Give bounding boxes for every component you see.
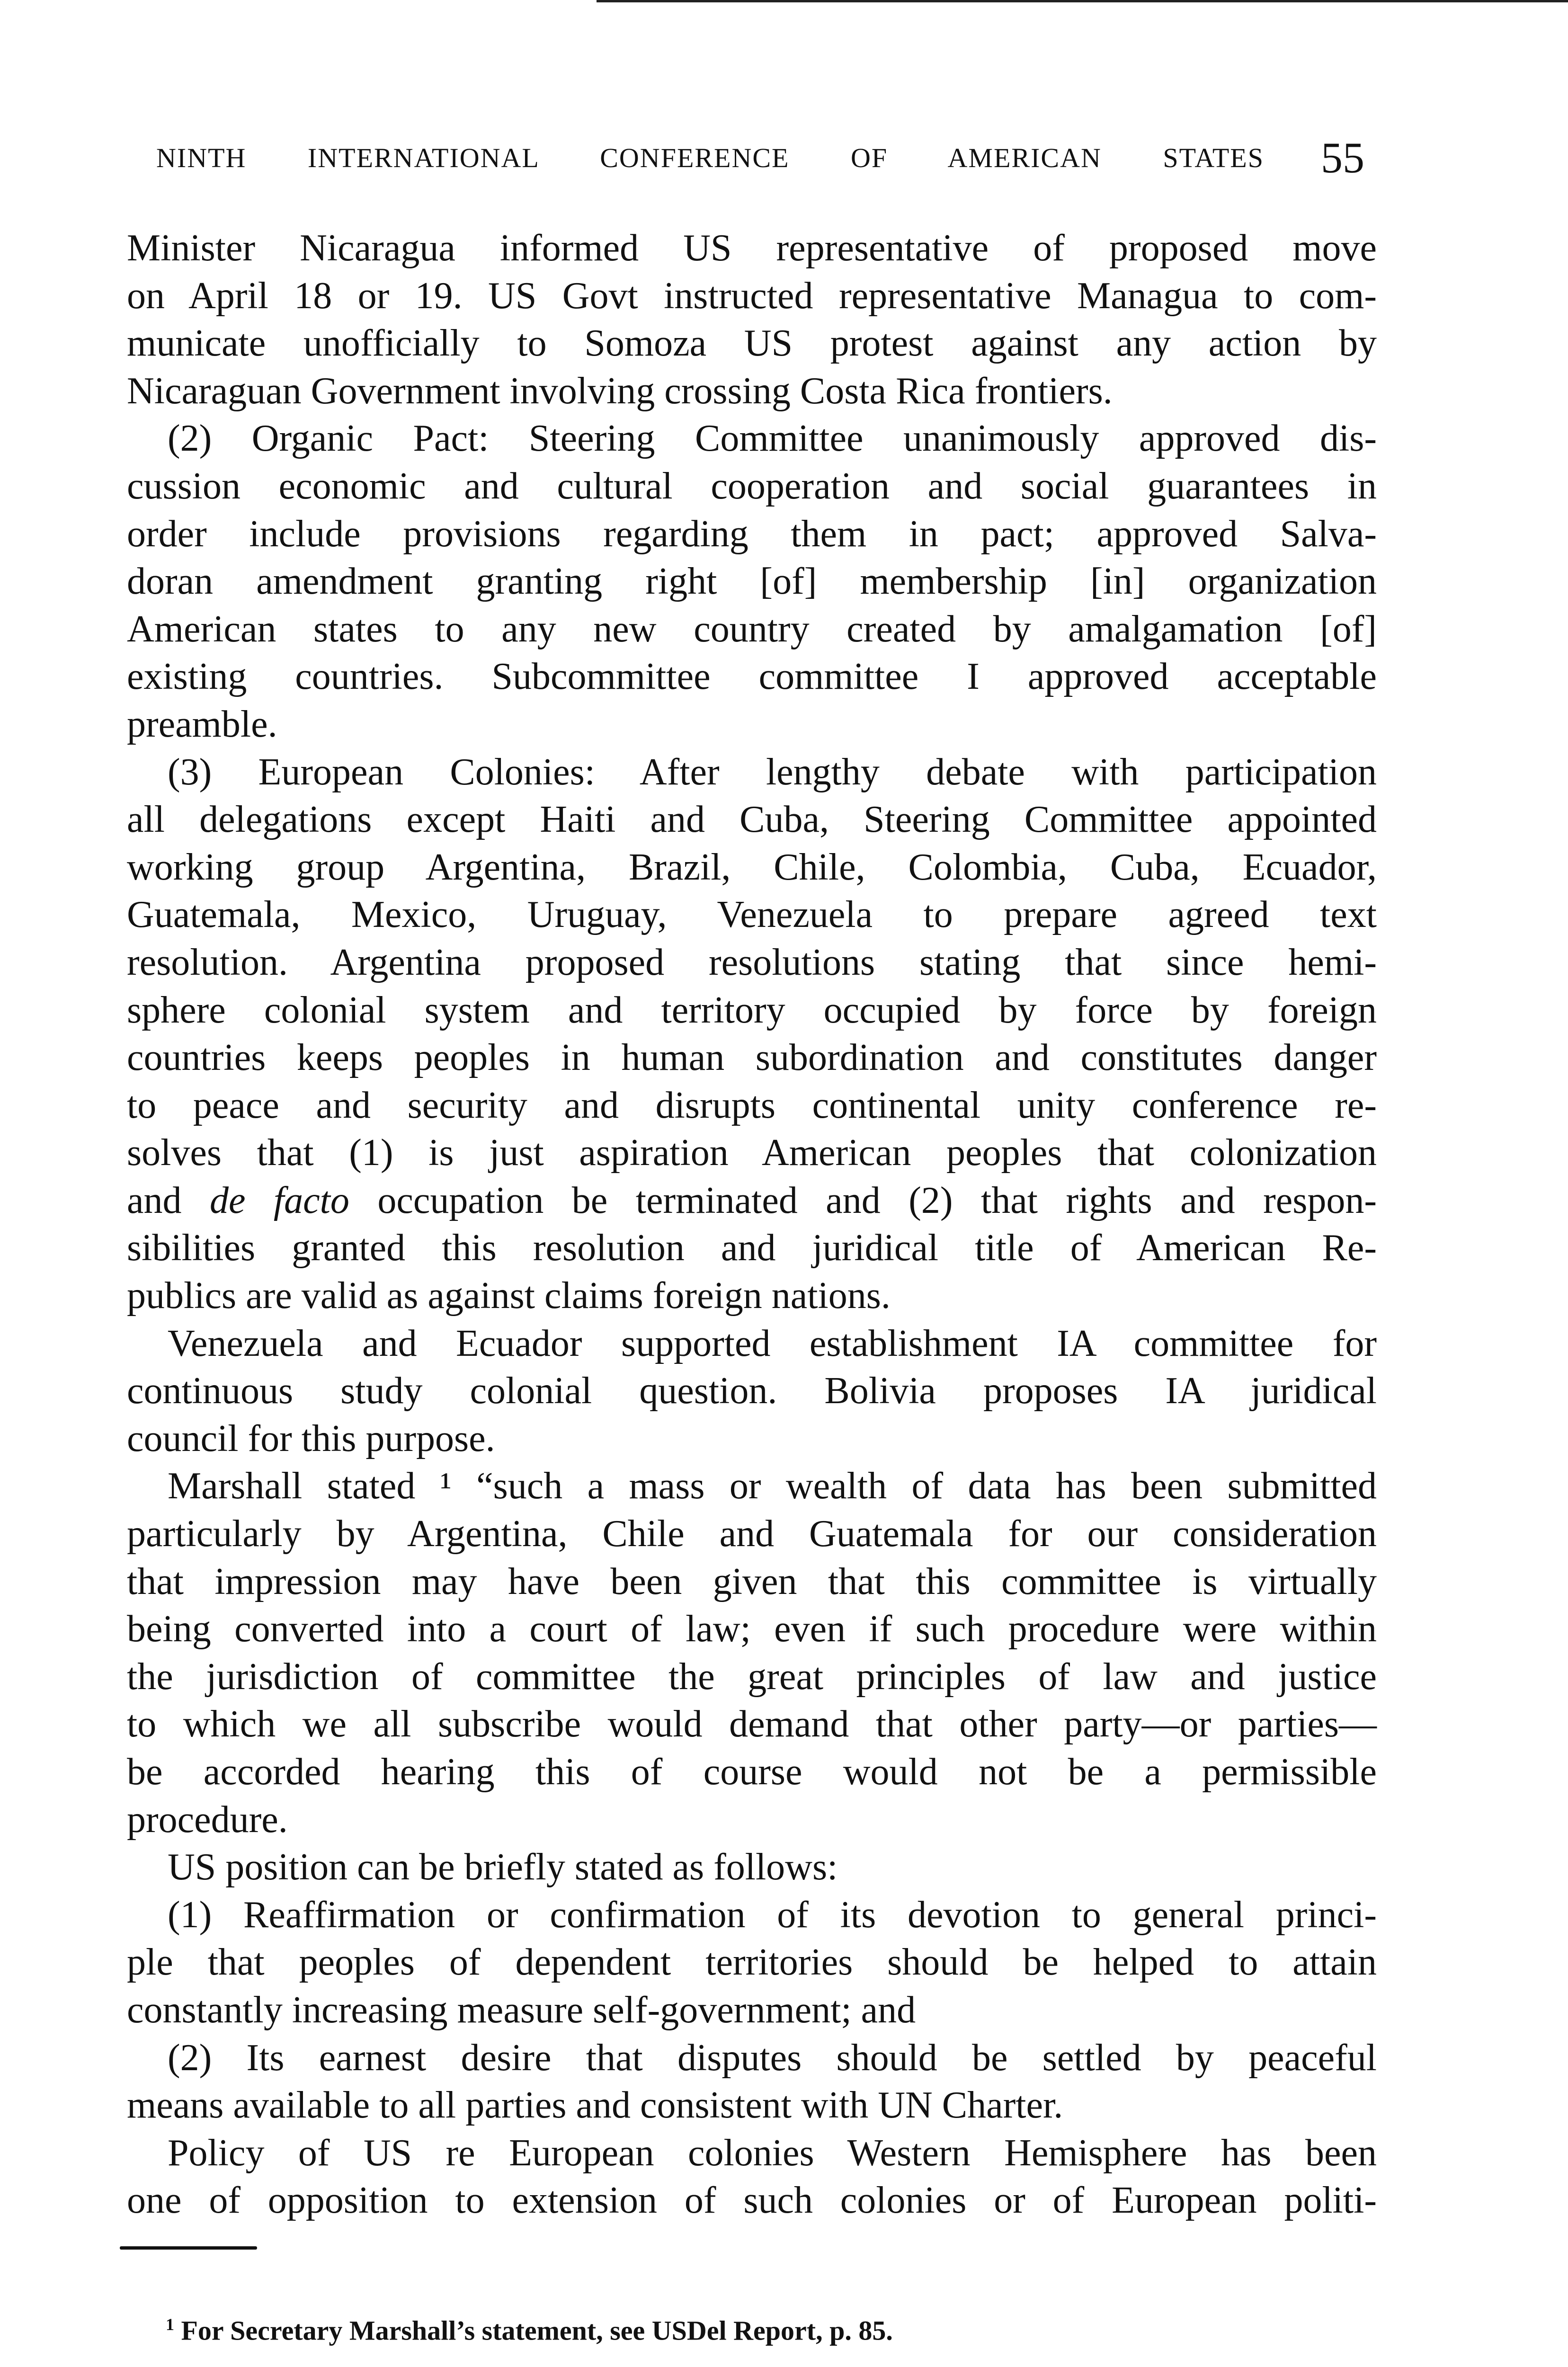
text-line: Guatemala, Mexico, Uruguay, Venezuela to prepare agreed text <box>127 894 1377 936</box>
text-line: Venezuela and Ecuador supported establishment IA committee for <box>168 1322 1377 1364</box>
text-line <box>127 1177 1377 1225</box>
text-line: Minister Nicaragua informed US representative of proposed move <box>127 227 1377 269</box>
text-line: working group Argentina, Brazil, Chile, Colombia, Cuba, Ecuador, <box>127 846 1377 888</box>
text-line: all delegations except Haiti and Cuba, Steering Committee appointed <box>127 799 1377 841</box>
text-line: council for this purpose. <box>127 1417 495 1459</box>
text-line: Policy of US re European colonies Western Hemisphere has been <box>168 2132 1377 2174</box>
text-line: particularly by Argentina, Chile and Guatemala for our consideration <box>127 1513 1377 1555</box>
text-line: doran amendment granting right [of] membership [in] organization <box>127 561 1377 603</box>
text-line: sphere colonial system and territory occupied by force by foreign <box>127 989 1377 1031</box>
text-line: municate unofficially to Somoza US protest against any action by <box>127 322 1377 365</box>
text-line: continuous study colonial question. Bolivia proposes IA juridical <box>127 1370 1377 1412</box>
text-line: means available to all parties and consistent with UN Charter. <box>127 2084 1063 2127</box>
text-line: constantly increasing measure self-government; and <box>127 1989 916 2031</box>
text-line: the jurisdiction of committee the great principles of law and justice <box>127 1655 1377 1698</box>
text-line: on April 18 or 19. US Govt instructed representative Managua to com- <box>127 275 1377 317</box>
text-line: order include provisions regarding them in pact; approved Salva- <box>127 513 1377 555</box>
text-line: (3) European Colonies: After lengthy debate with participation <box>168 751 1377 793</box>
text-line: US position can be briefly stated as follows: <box>168 1846 838 1888</box>
text-line: publics are valid as against claims foreign nations. <box>127 1275 891 1317</box>
running-head: NINTH INTERNATIONAL CONFERENCE OF AMERICAN STATES <box>156 142 1264 173</box>
text-line: countries keeps peoples in human subordination and constitutes danger <box>127 1037 1377 1079</box>
text-segment: and <box>127 1179 210 1221</box>
text-line: American states to any new country created by amalgamation [of] <box>127 608 1377 650</box>
footnote-divider <box>120 2246 257 2250</box>
text-line: cussion economic and cultural cooperation and social guarantees in <box>127 465 1377 507</box>
text-segment: occupation be terminated and (2) that rights and respon- <box>349 1179 1377 1221</box>
text-line: existing countries. Subcommittee committee I approved acceptable <box>127 656 1377 698</box>
text-line: solves that (1) is just aspiration American peoples that colonization <box>127 1132 1377 1174</box>
footnote-marker: 1 <box>166 2315 174 2334</box>
italic-phrase: de facto <box>209 1179 349 1221</box>
text-line: ple that peoples of dependent territories should be helped to attain <box>127 1941 1377 1984</box>
text-line: to which we all subscribe would demand that other party—or parties— <box>127 1703 1377 1745</box>
text-line: sibilities granted this resolution and juridical title of American Re- <box>127 1227 1377 1269</box>
text-line: procedure. <box>127 1798 288 1841</box>
top-edge-rule <box>597 0 1568 2</box>
text-line: one of opposition to extension of such colonies or of European politi- <box>127 2180 1377 2222</box>
text-line: preamble. <box>127 703 277 745</box>
text-line: to peace and security and disrupts continental unity conference re- <box>127 1084 1377 1126</box>
text-line: being converted into a court of law; even if such procedure were within <box>127 1608 1377 1650</box>
body-text <box>127 224 1377 2225</box>
text-line: that impression may have been given that this committee is virtually <box>127 1560 1377 1602</box>
text-line: be accorded hearing this of course would not be a permissible <box>127 1751 1377 1793</box>
text-line: (1) Reaffirmation or confirmation of its devotion to general princi- <box>168 1894 1377 1936</box>
text-line: (2) Organic Pact: Steering Committee unanimously approved dis- <box>168 418 1377 460</box>
footnote-text: For Secretary Marshall’s statement, see USDel Report, p. 85. <box>181 2315 893 2346</box>
text-line: resolution. Argentina proposed resolutions stating that since hemi- <box>127 941 1377 983</box>
page-number: 55 <box>1321 133 1364 182</box>
text-line: Nicaraguan Government involving crossing Costa Rica frontiers. <box>127 370 1113 412</box>
footnote <box>166 2308 893 2347</box>
text-line: (2) Its earnest desire that disputes should be settled by peaceful <box>168 2037 1377 2079</box>
text-line: Marshall stated ¹ “such a mass or wealth of data has been submitted <box>168 1465 1377 1507</box>
